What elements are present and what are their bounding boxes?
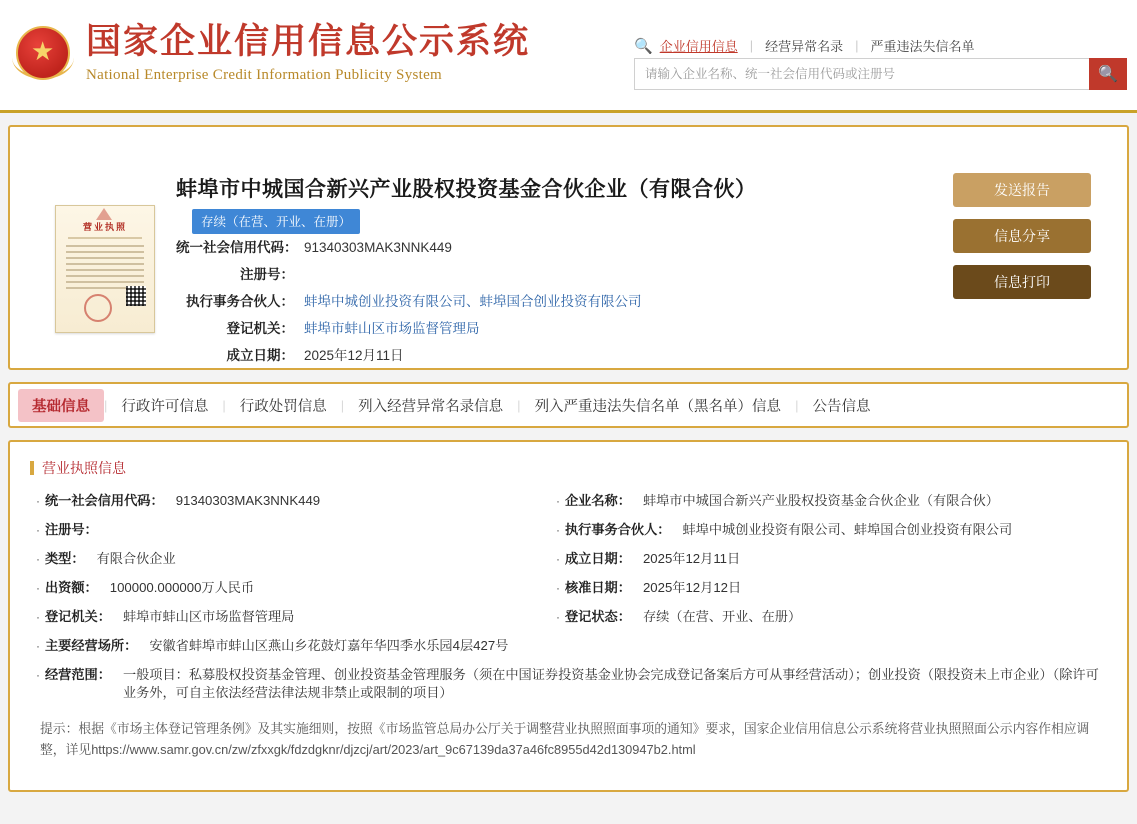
business-license-thumbnail[interactable]: [55, 205, 155, 333]
detail-row-credit-code: [36, 492, 556, 510]
detail-row-registration-no: [36, 521, 556, 539]
detail-key: 成立日期：: [565, 551, 631, 566]
tab-serious-illegal-blacklist[interactable]: 列入严重违法失信名单（黑名单）信息: [534, 398, 782, 415]
detail-key: 核准日期：: [565, 580, 631, 595]
detail-key: 登记状态：: [565, 609, 631, 624]
detail-row-business-address: [36, 637, 1111, 655]
bullet-icon: ·: [556, 581, 560, 595]
qr-code-icon: [126, 286, 146, 306]
brand-title-en: National Enterprise Credit Information Publicity System: [86, 67, 443, 83]
tab-announcement-info[interactable]: 公告信息: [812, 398, 871, 415]
bullet-icon: ·: [36, 639, 40, 653]
detail-value: 2025年12月12日: [642, 580, 742, 595]
nav-item-serious-illegal-list[interactable]: 严重违法失信名单: [870, 39, 975, 54]
tab-separator: |: [104, 397, 108, 413]
tab-basic-info[interactable]: 基础信息: [18, 389, 104, 422]
bullet-icon: ·: [36, 668, 40, 682]
detail-row-registration-status: [556, 608, 1111, 626]
detail-key: 统一社会信用代码：: [45, 493, 164, 508]
detail-row-approval-date: [556, 579, 1111, 597]
detail-value: 安徽省蚌埠市蚌山区燕山乡花鼓灯嘉年华四季水乐园4层427号: [149, 638, 509, 653]
header-nav: [634, 36, 975, 55]
bullet-icon: ·: [36, 523, 40, 537]
nav-item-credit-info[interactable]: 企业信用信息: [659, 39, 738, 54]
company-summary-panel: [8, 125, 1129, 370]
summary-value: 2025年12月11日: [304, 348, 404, 363]
national-emblem-icon: ★: [12, 22, 74, 84]
detail-value: 一般项目：私募股权投资基金管理、创业投资基金管理服务（须在中国证券投资基金业协会完成登记备案后方可从事经营活动）；创业投资（限投资未上市企业）（除许可业务外，可自主依法经营法律法规非禁止或限制的项目）: [122, 667, 1099, 700]
brand-title-cn: 国家企业信用信息公示系统: [86, 22, 531, 61]
detail-key: 类型：: [45, 551, 85, 566]
bullet-icon: ·: [556, 610, 560, 624]
search-icon: 🔍: [1098, 66, 1118, 83]
status-badge: 存续（在营、开业、在册）: [192, 209, 360, 234]
tab-administrative-license[interactable]: 行政许可信息: [121, 398, 209, 415]
detail-value: 100000.000000万人民币: [109, 580, 255, 595]
detail-key: 企业名称：: [565, 493, 631, 508]
section-title: [30, 458, 1111, 478]
section-marker-icon: [30, 461, 34, 475]
detail-key: 执行事务合伙人：: [565, 522, 671, 537]
nav-separator: |: [749, 38, 754, 53]
notice-text: 提示：根据《市场主体登记管理条例》及其实施细则，按照《市场监管总局办公厅关于调整营业执照照面事项的通知》要求，国家企业信用信息公示系统将营业执照照面公示内容作相应调整，详见https://www.samr.gov.cn/zw/zfxxgk/fdzdgknr/djzcj/art/2023/art_9c67139da37a46fc8955d42d130947b2.html: [40, 721, 1090, 757]
action-button-group: [953, 173, 1091, 299]
tab-separator: |: [795, 397, 799, 413]
print-info-button[interactable]: 信息打印: [953, 265, 1091, 299]
bullet-icon: ·: [556, 494, 560, 508]
detail-key: 注册号：: [45, 522, 98, 537]
detail-key: 登记机关：: [45, 609, 111, 624]
summary-key: 注册号：: [240, 267, 294, 282]
bullet-icon: ·: [36, 610, 40, 624]
detail-value: 2025年12月11日: [642, 551, 741, 566]
official-seal-icon: [84, 294, 112, 322]
bullet-icon: ·: [36, 494, 40, 508]
detail-value: 蚌埠市中城国合新兴产业股权投资基金合伙企业（有限合伙）: [642, 493, 999, 508]
site-header: [0, 0, 1137, 113]
detail-row-company-name: [556, 492, 1111, 510]
search-button[interactable]: [1089, 58, 1127, 90]
tab-separator: |: [517, 397, 521, 413]
tab-bar: [8, 382, 1129, 428]
bullet-icon: ·: [556, 523, 560, 537]
nav-separator: |: [855, 38, 859, 53]
summary-row-credit-code: [176, 239, 642, 257]
tab-administrative-penalty[interactable]: 行政处罚信息: [239, 398, 327, 415]
bullet-icon: ·: [556, 552, 560, 566]
detail-row-establish-date: [556, 550, 1111, 568]
detail-row-registration-authority: [36, 608, 556, 626]
summary-row-registration-no: [176, 266, 642, 284]
license-thumbnail-title: 营业执照: [82, 222, 127, 232]
summary-value[interactable]: 蚌埠中城创业投资有限公司、蚌埠国合创业投资有限公司: [304, 294, 642, 309]
tab-separator: |: [340, 397, 345, 413]
nav-item-abnormal-list[interactable]: 经营异常名录: [765, 39, 844, 54]
detail-key: 经营范围：: [45, 667, 111, 682]
bullet-icon: ·: [36, 581, 40, 595]
detail-value: 蚌埠中城创业投资有限公司、蚌埠国合创业投资有限公司: [682, 522, 1013, 537]
summary-value[interactable]: 蚌埠市蚌山区市场监督管理局: [304, 321, 480, 336]
search-icon: 🔍: [634, 37, 653, 55]
detail-value: 有限合伙企业: [96, 551, 176, 566]
summary-field-list: [176, 239, 642, 374]
tab-abnormal-operation-list[interactable]: 列入经营异常名录信息: [358, 398, 504, 415]
detail-value: 蚌埠市蚌山区市场监督管理局: [122, 609, 295, 624]
bullet-icon: ·: [36, 552, 40, 566]
detail-row-capital: [36, 579, 556, 597]
detail-field-grid: [26, 492, 1111, 702]
detail-key: 主要经营场所：: [45, 638, 138, 653]
detail-value: 存续（在营、开业、在册）: [642, 609, 802, 624]
summary-key: 统一社会信用代码：: [176, 240, 298, 255]
search-input[interactable]: [634, 58, 1089, 90]
send-report-button[interactable]: 发送报告: [953, 173, 1091, 207]
detail-row-executive-partner: [556, 521, 1111, 539]
detail-value: 91340303MAK3NNK449: [175, 493, 321, 508]
detail-row-business-scope: [36, 666, 1111, 702]
summary-row-executive-partner: [176, 293, 642, 311]
company-name: 蚌埠市中城国合新兴产业股权投资基金合伙企业（有限合伙）: [176, 178, 757, 201]
summary-key: 成立日期：: [226, 348, 294, 363]
summary-row-establish-date: [176, 347, 642, 365]
search-bar: [634, 58, 1127, 90]
brand: [86, 20, 530, 86]
detail-row-type: [36, 550, 556, 568]
detail-key: 出资额：: [45, 580, 98, 595]
summary-key: 登记机关：: [226, 321, 294, 336]
license-detail-panel: [8, 440, 1129, 792]
summary-row-registration-authority: [176, 320, 642, 338]
share-info-button[interactable]: 信息分享: [953, 219, 1091, 253]
summary-key: 执行事务合伙人：: [186, 294, 294, 309]
summary-value: 91340303MAK3NNK449: [304, 240, 452, 255]
tab-separator: |: [222, 397, 226, 413]
section-title-label: 营业执照信息: [42, 460, 126, 476]
